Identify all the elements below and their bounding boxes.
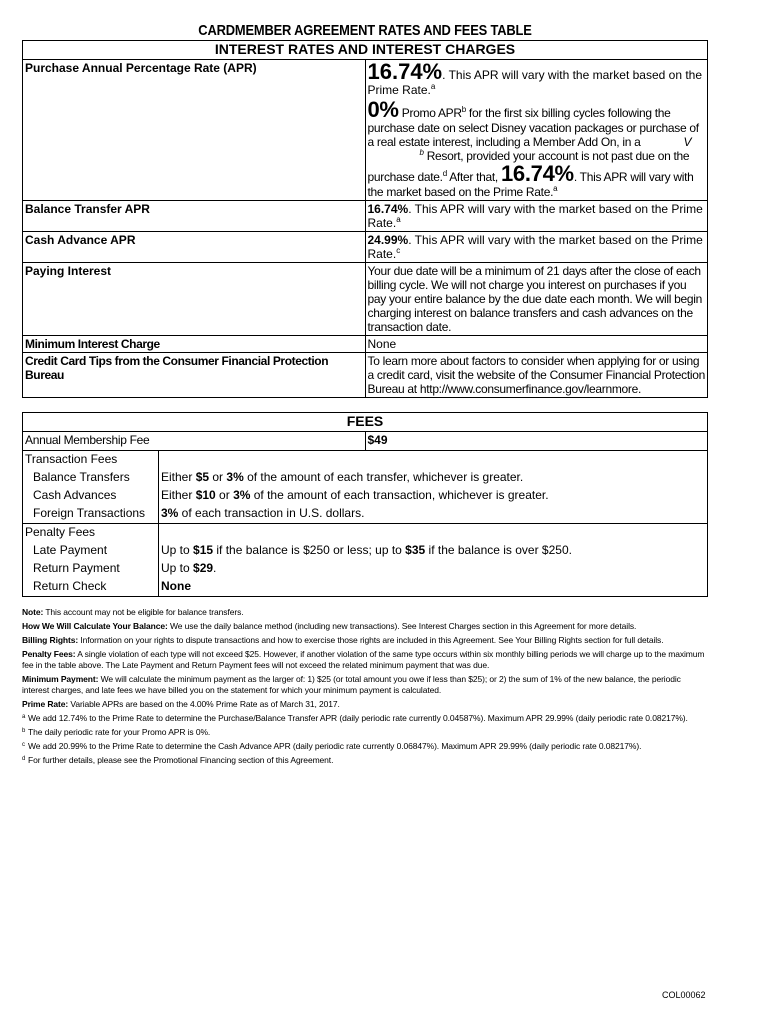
minimum-interest-label: Minimum Interest Charge [23, 336, 366, 353]
tips-label: Credit Card Tips from the Consumer Financial Protection Bureau [23, 353, 366, 398]
return-payment-value: Up to $29. [161, 561, 217, 575]
annual-fee-row [23, 432, 708, 451]
interest-table [22, 40, 708, 398]
cash-advances-fee-label: Cash Advances [23, 487, 159, 505]
notes-section [22, 607, 708, 766]
after-rate: 16.74% [501, 161, 574, 186]
paying-interest-value: Your due date will be a minimum of 21 days after the close of each billing cycle. We will not charge you interest on purchases if you pay your entire balance by the due date each month. We will begin charging interest on balance transfers and cash advances on the transaction date. [365, 263, 708, 336]
penalty-fees-group [23, 524, 707, 596]
return-check-value: None [161, 579, 191, 593]
document-code: COL00062 [662, 990, 706, 1000]
penalty-fees-heading: Penalty Fees [23, 524, 159, 542]
foreign-fee-value: 3% of each transaction in U.S. dollars. [161, 506, 365, 520]
balance-transfer-row [23, 201, 708, 232]
paying-interest-row [23, 263, 708, 336]
cash-advance-row [23, 232, 708, 263]
return-check-label: Return Check [23, 578, 159, 596]
balance-transfer-value: 16.74%. This APR will vary with the market based on the Prime Rate.$^a$ [365, 201, 708, 232]
annual-fee-value: $49 [365, 432, 708, 451]
minimum-interest-row [23, 336, 708, 353]
note-minimum-payment: Minimum Payment: We will calculate the minimum payment as the larger of: 1) $25 (or total amount you owe if less than $25); or 2) the sum of 1% of the new balance, the periodic interest charges, and late fees we have billed you on the statement for which your minimum payment is calculated. [22, 674, 681, 695]
annual-fee-label: Annual Membership Fee [23, 432, 366, 451]
footnote-d: d For further details, please see the Promotional Financing section of this Agreement. [22, 755, 334, 765]
fees-table [22, 412, 708, 597]
purchase-apr-row [23, 60, 708, 201]
page-title: CARDMEMBER AGREEMENT RATES AND FEES TABLE [198, 22, 532, 39]
cash-advance-label: Cash Advance APR [23, 232, 366, 263]
cash-advances-fee-value: Either $10 or 3% of the amount of each transaction, whichever is greater. [161, 488, 549, 502]
purchase-rate: 16.74% [367, 59, 443, 84]
note-prime-rate: Prime Rate: Variable APRs are based on the 4.00% Prime Rate as of March 31, 2017. [22, 699, 340, 709]
footnote-c: c We add 20.99% to the Prime Rate to determine the Cash Advance APR (daily periodic rate currently 0.06847%). Maximum APR 29.99% (daily periodic rate 0.08217%). [22, 741, 642, 751]
note-eligibility: Note: This account may not be eligible for balance transfers. [22, 607, 244, 617]
late-fee-label: Late Payment [23, 542, 159, 560]
transaction-fees-group [23, 451, 707, 523]
minimum-interest-value: None [365, 336, 708, 353]
footnote-b: b The daily periodic rate for your Promo APR is 0%. [22, 727, 211, 737]
paying-interest-label: Paying Interest [23, 263, 366, 336]
purchase-apr-value: 16.74%. This APR will vary with the market based on the Prime Rate.$^a$ 0% Promo APR$^b$ for the first six billing cycles following the purchase date on select Disney vacation packages or purchase of a real estate interest, including a Member Add On, in a $V^b$ Resort, provided your account is not past due on the purchase date.$^d$ After that, 16.74%. This APR will vary with the market based on the Prime Rate.$^a$ [365, 60, 708, 201]
agreement-page [22, 22, 708, 769]
interest-heading: INTEREST RATES AND INTEREST CHARGES [23, 41, 708, 60]
promo-rate: 0% [367, 97, 399, 122]
foreign-fee-label: Foreign Transactions [23, 505, 159, 523]
balance-transfers-fee-value: Either $5 or 3% of the amount of each transfer, whichever is greater. [161, 470, 524, 484]
note-penalty-fees: Penalty Fees: A single violation of each type will not exceed $25. However, if another violation of the same type occurs within six monthly billing periods we will charge up to the maximum fee in the table above. The Late Payment and Return Payment fees will not exceed the related minimum payment that was due. [22, 649, 705, 670]
tips-value: To learn more about factors to consider when applying for or using a credit card, visit the website of the Consumer Financial Protection Bureau at http://www.consumerfinance.gov/learnmore. [365, 353, 708, 398]
fees-heading: FEES [23, 413, 708, 432]
cash-advance-value: 24.99%. This APR will vary with the market based on the Prime Rate.$^c$ [365, 232, 708, 263]
note-billing-rights: Billing Rights: Information on your rights to dispute transactions and how to exercise those rights are included in this Agreement. See Your Billing Rights section for full details. [22, 635, 664, 645]
note-balance-calc: How We Will Calculate Your Balance: We use the daily balance method (including new transactions). See Interest Charges section in this Agreement for more details. [22, 621, 637, 631]
late-fee-value: Up to $15 if the balance is $250 or less; up to $35 if the balance is over $250. [161, 543, 572, 557]
tips-row [23, 353, 708, 398]
purchase-apr-label: Purchase Annual Percentage Rate (APR) [23, 60, 366, 201]
balance-transfers-fee-label: Balance Transfers [23, 469, 159, 487]
balance-transfer-label: Balance Transfer APR [23, 201, 366, 232]
return-payment-label: Return Payment [23, 560, 159, 578]
transaction-fees-heading: Transaction Fees [23, 451, 159, 469]
footnote-a: a We add 12.74% to the Prime Rate to determine the Purchase/Balance Transfer APR (daily periodic rate currently 0.04587%). Maximum APR 29.99% (daily periodic rate 0.08217%). [22, 713, 688, 723]
